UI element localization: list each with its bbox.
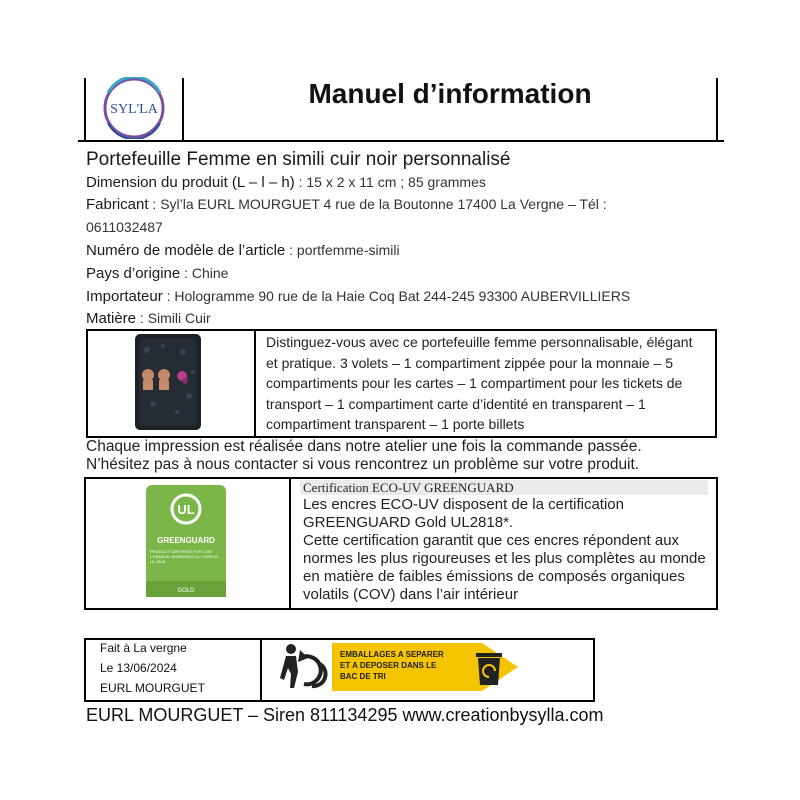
page-title: Manuel d’information xyxy=(308,78,592,109)
sylla-logo xyxy=(98,77,170,139)
logo-text: SYL'LA xyxy=(110,102,158,117)
model-line xyxy=(86,240,400,261)
dimension-value: : 15 x 2 x 11 cm ; 85 grammes xyxy=(294,174,486,190)
badge-level: GOLD xyxy=(177,588,195,594)
product-description: Distinguez-vous avec ce portefeuille femme personnalisable, élégant et pratique. 3 volets – 1 compartiment zippée pour la monnaie – 5 compartiments pour les cartes – 1 compartiment pour les tickets de transport – 1 compartiment carte d’identité en transparent – 1 compartiment transparent – 1 porte billets xyxy=(266,334,693,433)
product-name: Portefeuille Femme en simili cuir noir personnalisé xyxy=(86,149,511,170)
manufacturer-label: Fabricant xyxy=(86,196,149,213)
importer-line xyxy=(86,286,630,307)
dimension-label: Dimension du produit (L – l – h) xyxy=(86,174,295,191)
model-value: : portfemme-simili xyxy=(285,242,400,258)
origin-value: : Chine xyxy=(180,265,229,281)
manufacturer-value: : Syl’la EURL MOURGUET 4 rue de la Boutonne 17400 La Vergne – Tél : xyxy=(148,196,607,212)
header-left-border xyxy=(84,78,86,140)
origin-line xyxy=(86,263,228,284)
certification-heading: Certification ECO-UV GREENGUARD xyxy=(300,480,708,495)
model-label: Numéro de modèle de l’article xyxy=(86,242,286,259)
note-line-2: N’hésitez pas à nous contacter si vous rencontrez un problème sur votre produit. xyxy=(86,456,640,473)
manufacturer-phone-line xyxy=(86,217,163,238)
certification-text: Les encres ECO-UV disposent de la certification GREENGUARD Gold UL2818*. Cette certification garantit que ces encres répondent aux normes les plus rigoureuses et les plus complètes au monde en matière de faibles émissions de composés organiques volatils (COV) dans l’air intérieur xyxy=(303,496,706,603)
note-line-1: Chaque impression est réalisée dans notre atelier une fois la commande passée. xyxy=(86,438,642,455)
triman-icon xyxy=(276,640,332,692)
footer-date: Le 13/06/2024 xyxy=(100,661,177,675)
footer-company: EURL MOURGUET xyxy=(100,681,205,695)
footer-place: Fait à La vergne xyxy=(100,641,187,655)
origin-label: Pays d’origine xyxy=(86,265,181,282)
manufacturer-phone: 0611032487 xyxy=(86,219,163,235)
tri-line-3: BAC DE TRI xyxy=(340,672,386,681)
company-siren: EURL MOURGUET – Siren 811134295 www.creationbysylla.com xyxy=(86,705,604,725)
wallet-image xyxy=(133,332,203,432)
greenguard-badge xyxy=(146,485,226,597)
material-line xyxy=(86,308,211,329)
tri-line-1: EMBALLAGES A SEPARER xyxy=(340,650,444,659)
material-label: Matière xyxy=(86,310,137,327)
tri-line-2: ET A DEPOSER DANS LE xyxy=(340,661,437,670)
material-value: : Simili Cuir xyxy=(136,310,211,326)
product-box-divider xyxy=(254,329,256,438)
importer-label: Importateur xyxy=(86,288,163,305)
header-bottom-rule xyxy=(78,140,724,142)
manufacturer-line xyxy=(86,194,607,215)
dimension-line xyxy=(86,172,486,193)
certification-box-divider xyxy=(289,477,291,610)
badge-ul: UL xyxy=(177,502,195,517)
sorting-banner xyxy=(332,643,518,691)
badge-name: GREENGUARD xyxy=(157,536,215,545)
header-right-border xyxy=(716,78,718,140)
footer-box-divider xyxy=(260,638,262,702)
badge-small-text: PRODUCT CERTIFIED FOR LOW CHEMICAL EMISSIONS UL.COM/GG UL 2818 xyxy=(150,549,218,564)
importer-value: : Hologramme 90 rue de la Haie Coq Bat 244-245 93300 AUBERVILLIERS xyxy=(162,288,631,304)
